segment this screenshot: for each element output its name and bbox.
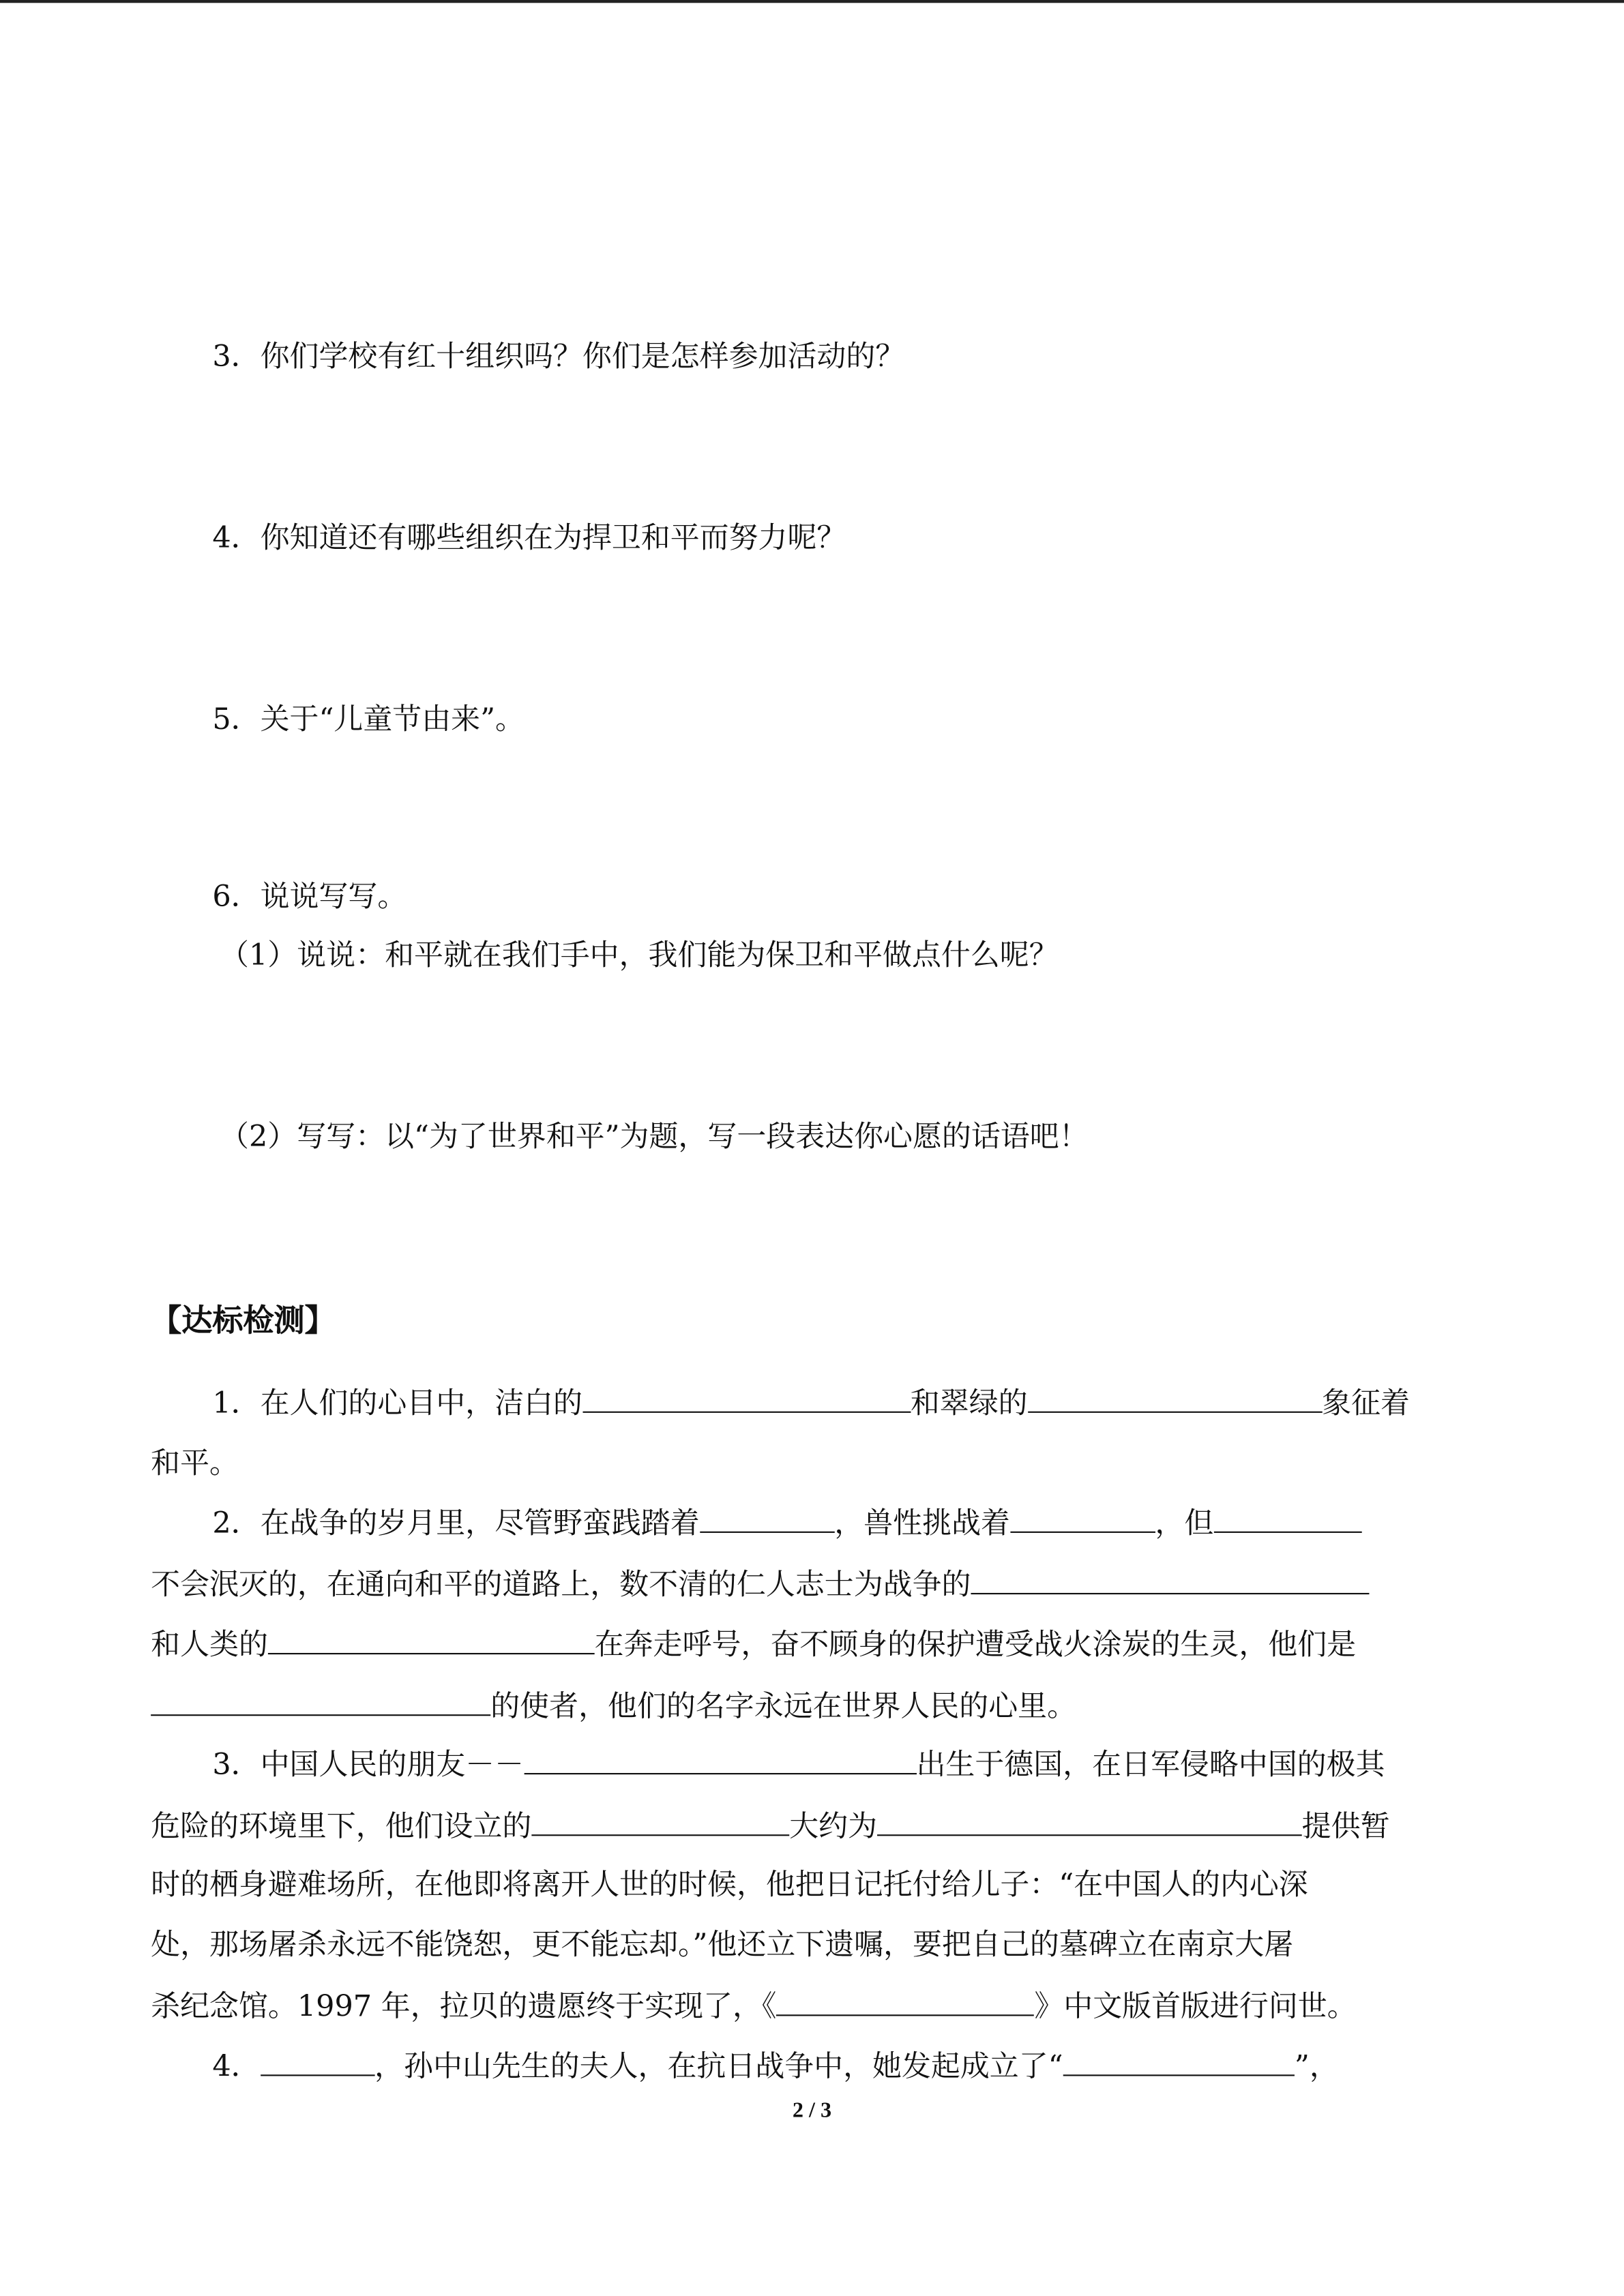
question-4: 4．你知道还有哪些组织在为捍卫和平而努力呢？ (212, 520, 846, 555)
text-segment: 杀纪念馆。1997 年，拉贝的遗愿终于实现了，《 (151, 1988, 777, 2024)
fill-blank[interactable] (1028, 1381, 1323, 1413)
fill-blank[interactable] (776, 1984, 1034, 2016)
text-segment: 大约为 (789, 1808, 878, 1844)
text-segment: 3．中国人民的朋友－－ (212, 1746, 525, 1782)
fill-blank[interactable] (1010, 1501, 1155, 1533)
text-segment: 2．在战争的岁月里，尽管野蛮践踏着 (212, 1505, 700, 1540)
test-item-2-line-4 (151, 1684, 1076, 1726)
question-6-part-1: （1）说说：和平就在我们手中，我们能为保卫和平做点什么呢？ (220, 937, 1059, 972)
text-segment: 象征着 (1322, 1385, 1410, 1420)
page-number: 2 / 3 (792, 2099, 832, 2123)
text-segment: 和翠绿的 (910, 1385, 1028, 1420)
fill-blank[interactable] (1063, 2044, 1295, 2076)
test-item-2-line-1 (212, 1501, 1361, 1543)
question-6-part-2: （2）写写：以“为了世界和平”为题，写一段表达你心愿的话语吧！ (220, 1118, 1089, 1154)
test-item-1-line-2: 和平。 (151, 1445, 239, 1480)
text-segment: 在奔走呼号，奋不顾身的保护遭受战火涂炭的生灵，他们是 (594, 1626, 1357, 1662)
fill-blank[interactable] (877, 1804, 1302, 1836)
text-segment: 和人类的 (151, 1626, 268, 1662)
text-segment: ”， (1294, 2048, 1339, 2084)
test-item-3-line-3: 时的栖身避难场所，在他即将离开人世的时候，他把日记托付给儿子：“在中国人的内心深 (151, 1866, 1308, 1902)
test-item-2-line-3 (151, 1622, 1356, 1665)
text-segment: 出生于德国，在日军侵略中国的极其 (916, 1746, 1385, 1782)
test-item-3-line-2 (151, 1804, 1389, 1846)
fill-blank[interactable] (531, 1804, 789, 1836)
test-item-3-line-4: 处，那场屠杀永远不能饶恕，更不能忘却。”他还立下遗嘱，要把自己的墓碑立在南京大屠 (151, 1926, 1294, 1962)
question-5: 5．关于“儿童节由来”。 (212, 701, 525, 736)
test-item-3-line-5 (151, 1984, 1357, 2026)
text-segment: 不会泯灭的，在通向和平的道路上，数不清的仁人志士为战争的 (151, 1566, 971, 1602)
fill-blank[interactable] (524, 1742, 916, 1774)
text-segment: ，孙中山先生的夫人，在抗日战争中，她发起成立了“ (374, 2048, 1063, 2084)
fill-blank[interactable] (971, 1562, 1369, 1594)
text-segment: 4． (212, 2048, 261, 2084)
fill-blank[interactable] (261, 2044, 374, 2076)
fill-blank[interactable] (700, 1501, 835, 1533)
text-segment: 的使者，他们的名字永远在世界人民的心里。 (490, 1688, 1077, 1724)
fill-blank[interactable] (1213, 1501, 1361, 1533)
test-item-4-line-1 (212, 2044, 1338, 2086)
question-6: 6．说说写写。 (212, 878, 407, 914)
text-segment: ，兽性挑战着 (834, 1505, 1010, 1540)
text-segment: ，但 (1155, 1505, 1214, 1540)
text-segment: 危险的环境里下，他们设立的 (151, 1808, 532, 1844)
text-segment: 》中文版首版进行问世。 (1034, 1988, 1357, 2024)
top-border (0, 0, 1624, 3)
question-3: 3．你们学校有红十组织吗？你们是怎样参加活动的？ (212, 338, 905, 374)
text-segment: 提供暂 (1301, 1808, 1390, 1844)
test-item-2-line-2 (151, 1562, 1369, 1605)
fill-blank[interactable] (582, 1381, 911, 1413)
fill-blank[interactable] (268, 1622, 595, 1654)
text-segment: 1．在人们的心目中，洁白的 (212, 1385, 582, 1420)
test-item-1-line-1 (212, 1381, 1410, 1423)
fill-blank[interactable] (151, 1684, 490, 1716)
section-title: 【达标检测】 (151, 1301, 336, 1339)
test-item-3-line-1 (212, 1742, 1385, 1785)
